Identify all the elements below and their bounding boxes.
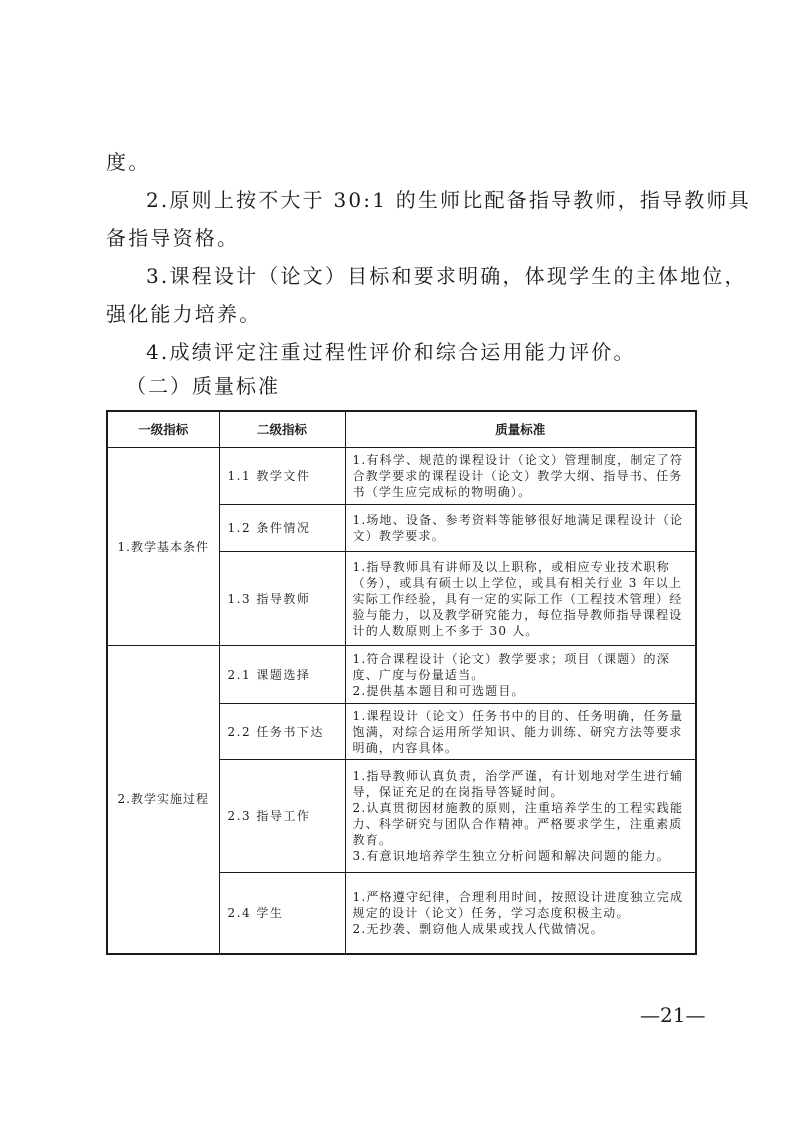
table-row	[107, 448, 696, 505]
standard-cell	[345, 873, 696, 954]
header-level1: 一级指标	[107, 411, 219, 448]
body-line-item-4: 4.成绩评定注重过程性评价和综合运用能力评价。	[146, 340, 636, 364]
standard-text: 1.场地、设备、参考资料等能够很好地满足课程设计（论文）教学要求。	[352, 513, 684, 543]
standard-cell	[345, 552, 696, 646]
section-title: （二）质量标准	[126, 374, 280, 398]
table-row	[107, 646, 696, 704]
level2-cell: 2.2 任务书下达	[219, 704, 345, 760]
level2-cell: 1.1 教学文件	[219, 448, 345, 505]
standard-text: 2.提供基本题目和可选题目。	[352, 683, 525, 698]
standard-text: 1.符合课程设计（论文）教学要求；项目（课题）的深度、广度与份量适当。	[352, 651, 670, 682]
standard-text: 2.认真贯彻因材施教的原则，注重培养学生的工程实践能力、科学研究与团队合作精神。严格要求学生，注重素质教育。	[352, 801, 684, 847]
body-line-item-3: 3.课程设计（论文）目标和要求明确，体现学生的主体地位，	[146, 264, 747, 288]
header-level2: 二级指标	[219, 411, 345, 448]
standard-cell	[345, 505, 696, 552]
level2-cell: 2.3 指导工作	[219, 760, 345, 873]
header-standard: 质量标准	[345, 411, 696, 448]
standard-cell	[345, 760, 696, 873]
level2-cell: 2.1 课题选择	[219, 646, 345, 704]
standard-text: 1.课程设计（论文）任务书中的目的、任务明确，任务量饱满，对综合运用所学知识、能力训练、研究方法等要求明确，内容具体。	[352, 708, 684, 755]
page-number: —21—	[640, 1003, 706, 1027]
level2-cell: 1.2 条件情况	[219, 505, 345, 552]
standard-cell	[345, 704, 696, 760]
standard-cell	[345, 646, 696, 704]
body-line-item-2-cont: 备指导资格。	[106, 226, 240, 250]
standard-cell	[345, 448, 696, 505]
level1-cell: 2.教学实施过程	[107, 646, 219, 954]
body-line-continuation: 度。	[106, 150, 151, 174]
table-header-row	[107, 411, 696, 448]
quality-standards-table	[106, 410, 697, 955]
level2-cell: 2.4 学生	[219, 873, 345, 954]
standard-text: 1.有科学、规范的课程设计（论文）管理制度，制定了符合教学要求的课程设计（论文）教学大纲、指导书、任务书（学生应完成标的物明确）。	[352, 453, 684, 499]
level2-cell: 1.3 指导教师	[219, 552, 345, 646]
standard-text: 1.指导教师认真负责，治学严谨，有计划地对学生进行辅导，保证充足的在岗指导答疑时间。	[352, 769, 684, 799]
standard-text: 1.严格遵守纪律，合理利用时间，按照设计进度独立完成规定的设计（论文）任务，学习态度积极主动。	[352, 889, 684, 920]
body-line-item-3-cont: 强化能力培养。	[106, 302, 262, 326]
standard-text: 1.指导教师具有讲师及以上职称，或相应专业技术职称（务），或具有硕士以上学位，或具有相关行业 3 年以上实际工作经验，具有一定的实际工作（工程技术管理）经验与能力，以及教学研究能力，每位指导教师指导课程设计的人数原则上不多于 30 人。	[352, 559, 683, 638]
standard-text: 3.有意识地培养学生独立分析问题和解决问题的能力。	[352, 849, 670, 863]
body-line-item-2: 2.原则上按不大于 30:1 的生师比配备指导教师，指导教师具	[146, 188, 751, 212]
level1-cell: 1.教学基本条件	[107, 448, 219, 646]
standard-text: 2.无抄袭、剽窃他人成果或找人代做情况。	[352, 921, 604, 936]
